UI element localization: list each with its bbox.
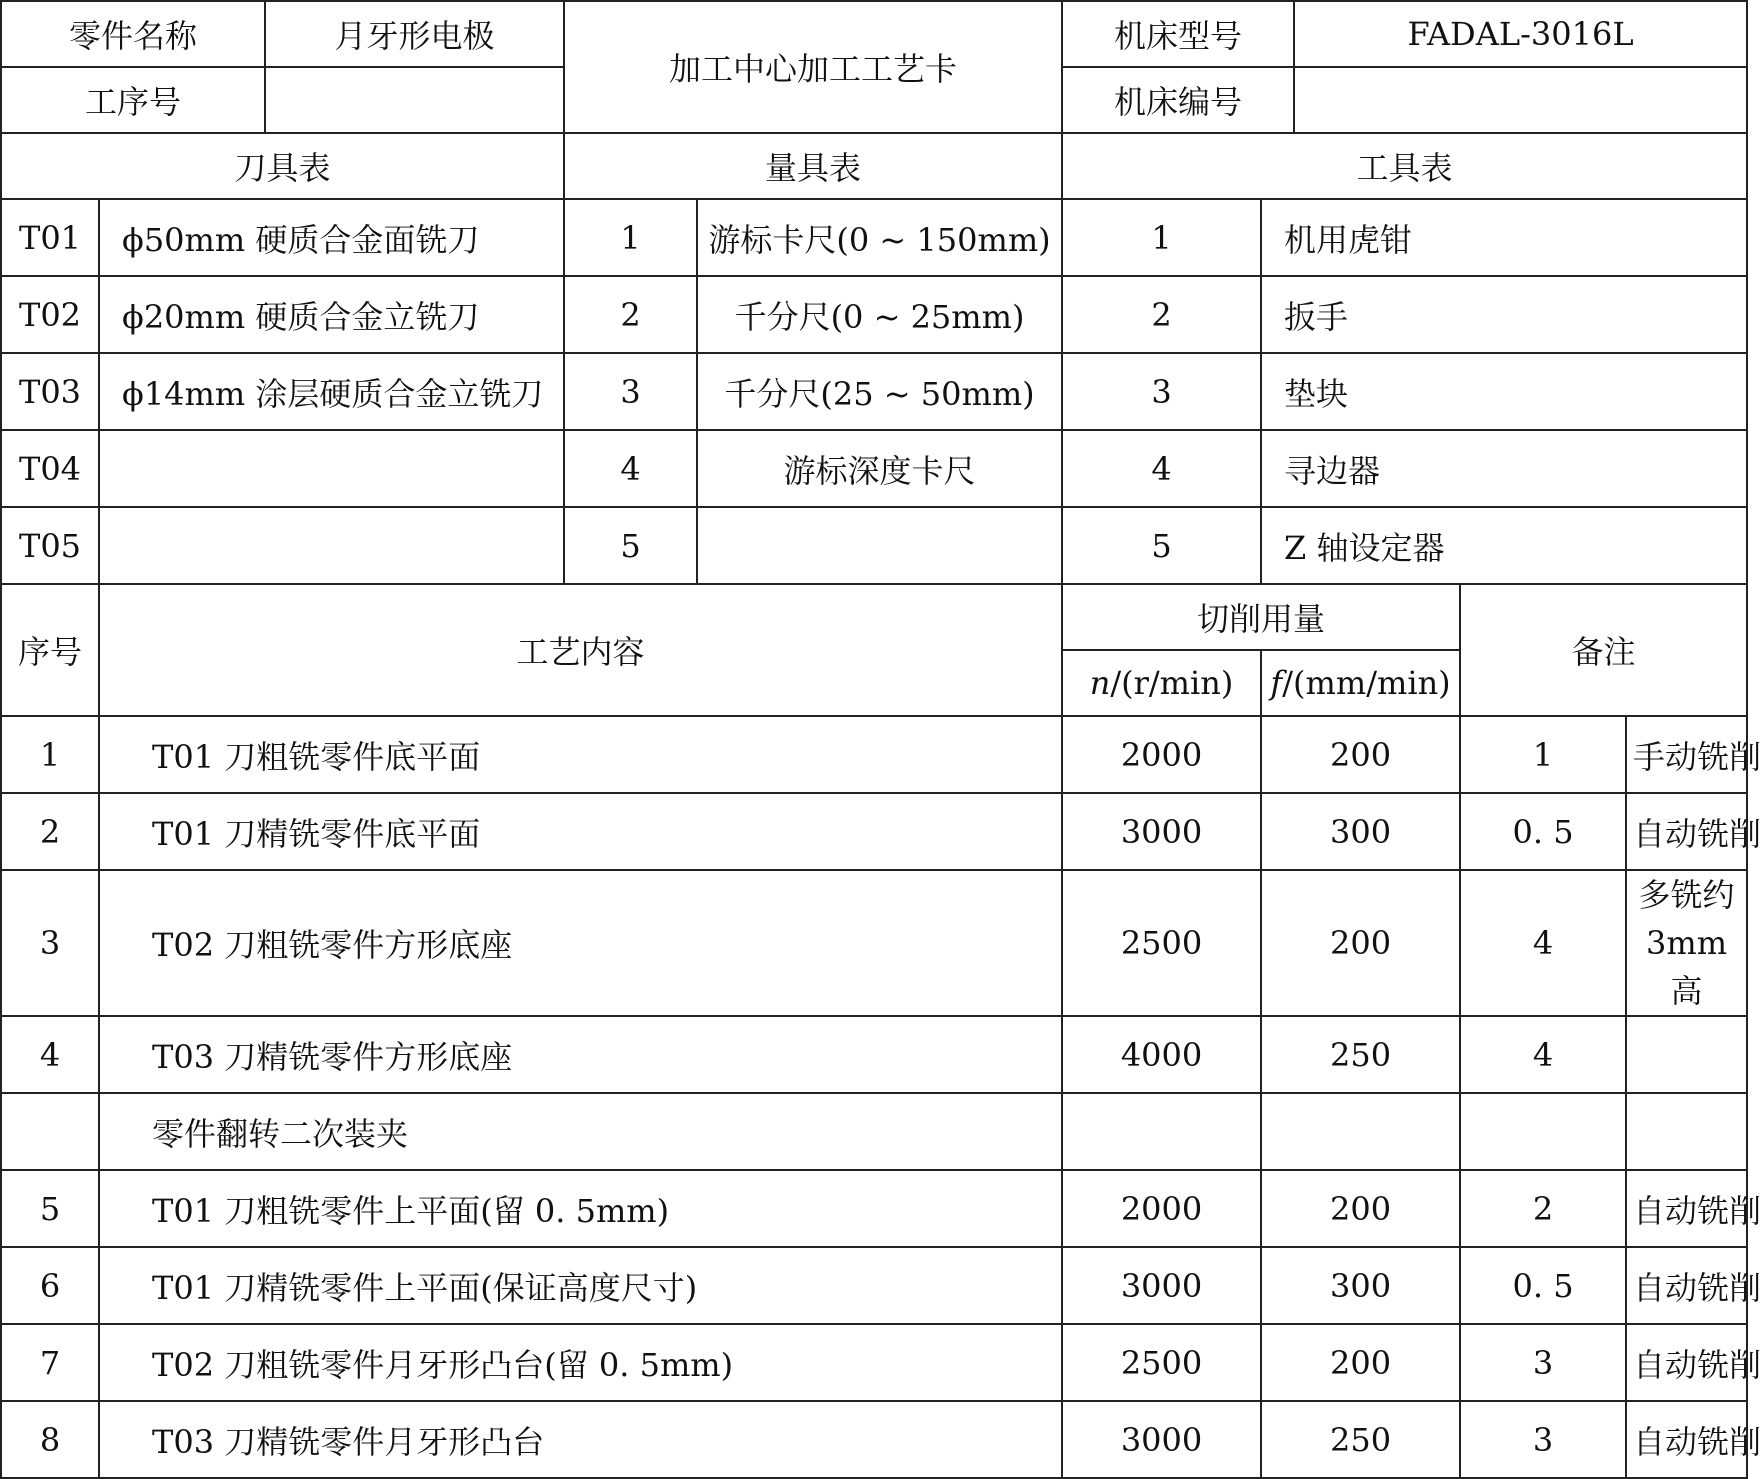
step-spindle-speed [1062,1093,1261,1170]
cutting-params-header: 切削用量 [1062,584,1460,650]
step-depth-of-cut: 4 [1460,1016,1626,1093]
step-content: T02 刀粗铣零件月牙形凸台(留 0. 5mm) [99,1324,1062,1401]
step-feed-rate [1261,1093,1460,1170]
step-feed-rate: 200 [1261,1324,1460,1401]
step-note [1626,1016,1747,1093]
step-note: 手动铣削 [1626,716,1747,793]
n-unit: /(r/min) [1110,664,1234,702]
resource-row [1,430,1747,507]
process-step-row [1,793,1747,870]
step-spindle-speed: 4000 [1062,1016,1261,1093]
resource-row [1,199,1747,276]
cutter-desc [99,507,564,584]
step-feed-rate: 300 [1261,793,1460,870]
tool-name: 寻边器 [1261,430,1747,507]
step-depth-of-cut: 3 [1460,1324,1626,1401]
step-spindle-speed: 2000 [1062,1170,1261,1247]
step-content: T03 刀精铣零件方形底座 [99,1016,1062,1093]
step-content: T01 刀粗铣零件上平面(留 0. 5mm) [99,1170,1062,1247]
step-content: T03 刀精铣零件月牙形凸台 [99,1401,1062,1478]
n-symbol: n [1089,664,1111,702]
step-depth-of-cut: 4 [1460,870,1626,1016]
step-seq: 1 [1,716,99,793]
step-spindle-speed: 2000 [1062,716,1261,793]
step-depth-of-cut: 3 [1460,1401,1626,1478]
remarks-header: 备注 [1460,584,1747,716]
part-name-label: 零件名称 [1,1,265,67]
process-step-row [1,1170,1747,1247]
step-note: 多铣约 3mm 高 [1626,870,1747,1016]
machine-model-value: FADAL-3016L [1294,1,1747,67]
process-step-row [1,1016,1747,1093]
gauge-name: 游标卡尺(0 ~ 150mm) [697,199,1062,276]
f-unit: /(mm/min) [1282,664,1451,702]
tool-no: 5 [1062,507,1261,584]
step-seq: 6 [1,1247,99,1324]
seq-header: 序号 [1,584,99,716]
tool-no: 4 [1062,430,1261,507]
gauge-no: 3 [564,353,697,430]
step-content: T02 刀粗铣零件方形底座 [99,870,1062,1016]
step-feed-rate: 300 [1261,1247,1460,1324]
f-symbol: f [1270,664,1283,702]
step-depth-of-cut: 0. 5 [1460,1247,1626,1324]
content-header: 工艺内容 [99,584,1062,716]
step-note: 自动铣削 [1626,793,1747,870]
step-depth-of-cut: 2 [1460,1170,1626,1247]
cutter-id: T01 [1,199,99,276]
gauge-no: 2 [564,276,697,353]
tool-table-heading: 工具表 [1062,133,1747,199]
step-depth-of-cut [1460,1093,1626,1170]
step-note: 自动铣削 [1626,1170,1747,1247]
step-content: T01 刀粗铣零件底平面 [99,716,1062,793]
tool-no: 1 [1062,199,1261,276]
gauge-no: 5 [564,507,697,584]
process-step-row [1,870,1747,1016]
cutter-desc [99,430,564,507]
step-spindle-speed: 3000 [1062,1401,1261,1478]
step-content: T01 刀精铣零件底平面 [99,793,1062,870]
feed-rate-header [1261,650,1460,716]
step-note [1626,1093,1747,1170]
step-note: 自动铣削 [1626,1401,1747,1478]
resource-row [1,353,1747,430]
step-note: 自动铣削 [1626,1247,1747,1324]
process-header-row-1 [1,584,1747,650]
header-row-1 [1,1,1747,67]
step-seq: 2 [1,793,99,870]
step-spindle-speed: 2500 [1062,1324,1261,1401]
step-spindle-speed: 2500 [1062,870,1261,1016]
resource-row [1,276,1747,353]
machine-no-value [1294,67,1747,133]
step-feed-rate: 250 [1261,1401,1460,1478]
tool-name: Z 轴设定器 [1261,507,1747,584]
cutter-id: T03 [1,353,99,430]
gauge-no: 4 [564,430,697,507]
process-step-row [1,1093,1747,1170]
step-seq [1,1093,99,1170]
step-depth-of-cut: 0. 5 [1460,793,1626,870]
process-step-row [1,716,1747,793]
step-spindle-speed: 3000 [1062,1247,1261,1324]
step-depth-of-cut: 1 [1460,716,1626,793]
step-seq: 5 [1,1170,99,1247]
cutter-desc: ϕ14mm 涂层硬质合金立铣刀 [99,353,564,430]
process-no-label: 工序号 [1,67,265,133]
gauge-name: 千分尺(25 ~ 50mm) [697,353,1062,430]
machine-model-label: 机床型号 [1062,1,1294,67]
step-feed-rate: 200 [1261,870,1460,1016]
process-step-row [1,1247,1747,1324]
tool-name: 机用虎钳 [1261,199,1747,276]
resource-row [1,507,1747,584]
step-feed-rate: 200 [1261,1170,1460,1247]
process-step-row [1,1401,1747,1478]
cutter-desc: ϕ50mm 硬质合金面铣刀 [99,199,564,276]
gauge-name [697,507,1062,584]
part-name-value: 月牙形电极 [265,1,564,67]
cutter-id: T02 [1,276,99,353]
process-step-row [1,1324,1747,1401]
gauge-table-heading: 量具表 [564,133,1062,199]
tool-name: 扳手 [1261,276,1747,353]
spindle-speed-header [1062,650,1261,716]
cutter-id: T04 [1,430,99,507]
tool-name: 垫块 [1261,353,1747,430]
step-seq: 3 [1,870,99,1016]
tool-no: 2 [1062,276,1261,353]
step-content: 零件翻转二次装夹 [99,1093,1062,1170]
step-seq: 4 [1,1016,99,1093]
tool-no: 3 [1062,353,1261,430]
cutter-id: T05 [1,507,99,584]
cutter-table-heading: 刀具表 [1,133,564,199]
step-seq: 7 [1,1324,99,1401]
gauge-name: 千分尺(0 ~ 25mm) [697,276,1062,353]
step-feed-rate: 250 [1261,1016,1460,1093]
machine-no-label: 机床编号 [1062,67,1294,133]
step-feed-rate: 200 [1261,716,1460,793]
card-title: 加工中心加工工艺卡 [564,1,1062,133]
process-no-value [265,67,564,133]
step-seq: 8 [1,1401,99,1478]
gauge-name: 游标深度卡尺 [697,430,1062,507]
step-spindle-speed: 3000 [1062,793,1261,870]
step-note: 自动铣削 [1626,1324,1747,1401]
gauge-no: 1 [564,199,697,276]
cutter-desc: ϕ20mm 硬质合金立铣刀 [99,276,564,353]
section-heading-row [1,133,1747,199]
step-content: T01 刀精铣零件上平面(保证高度尺寸) [99,1247,1062,1324]
